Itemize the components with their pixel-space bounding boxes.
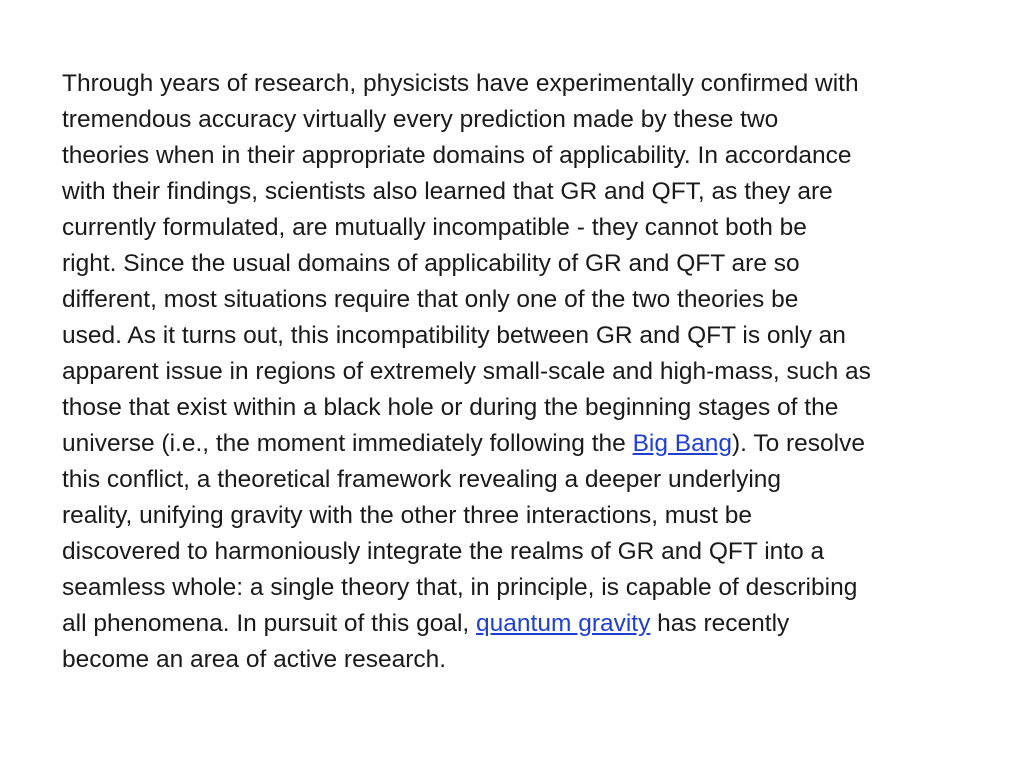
text-segment: universe (i.e., the moment immediately following the xyxy=(62,430,633,457)
big-bang-link[interactable]: Big Bang xyxy=(632,430,732,457)
text-line: reality, unifying gravity with the other three interactions, must be xyxy=(62,502,752,529)
quantum-gravity-link[interactable]: quantum gravity xyxy=(476,610,651,637)
text-line-with-link xyxy=(62,606,972,642)
text-line: with their findings, scientists also learned that GR and QFT, as they are xyxy=(62,178,833,205)
text-segment: ). To resolve xyxy=(732,430,865,457)
text-line: discovered to harmoniously integrate the realms of GR and QFT into a xyxy=(62,538,825,565)
text-line: tremendous accuracy virtually every prediction made by these two xyxy=(62,106,779,133)
text-line: those that exist within a black hole or during the beginning stages of the xyxy=(62,394,839,421)
text-line: apparent issue in regions of extremely small-scale and high-mass, such as xyxy=(62,358,871,385)
text-line: this conflict, a theoretical framework revealing a deeper underlying xyxy=(62,466,782,493)
text-line: seamless whole: a single theory that, in principle, is capable of describing xyxy=(62,574,858,601)
text-line: currently formulated, are mutually incompatible - they cannot both be xyxy=(62,214,807,241)
text-segment: all phenomena. In pursuit of this goal, xyxy=(62,610,477,637)
text-line: become an area of active research. xyxy=(62,646,447,673)
text-line: used. As it turns out, this incompatibility between GR and QFT is only an xyxy=(62,322,846,349)
text-line: different, most situations require that only one of the two theories be xyxy=(62,286,799,313)
text-line-with-link xyxy=(62,426,972,462)
body-paragraph xyxy=(62,66,972,678)
text-line: right. Since the usual domains of applicability of GR and QFT are so xyxy=(62,250,800,277)
text-line: theories when in their appropriate domains of applicability. In accordance xyxy=(62,142,852,169)
text-line: Through years of research, physicists have experimentally confirmed with xyxy=(62,70,859,97)
text-segment: has recently xyxy=(650,610,790,637)
